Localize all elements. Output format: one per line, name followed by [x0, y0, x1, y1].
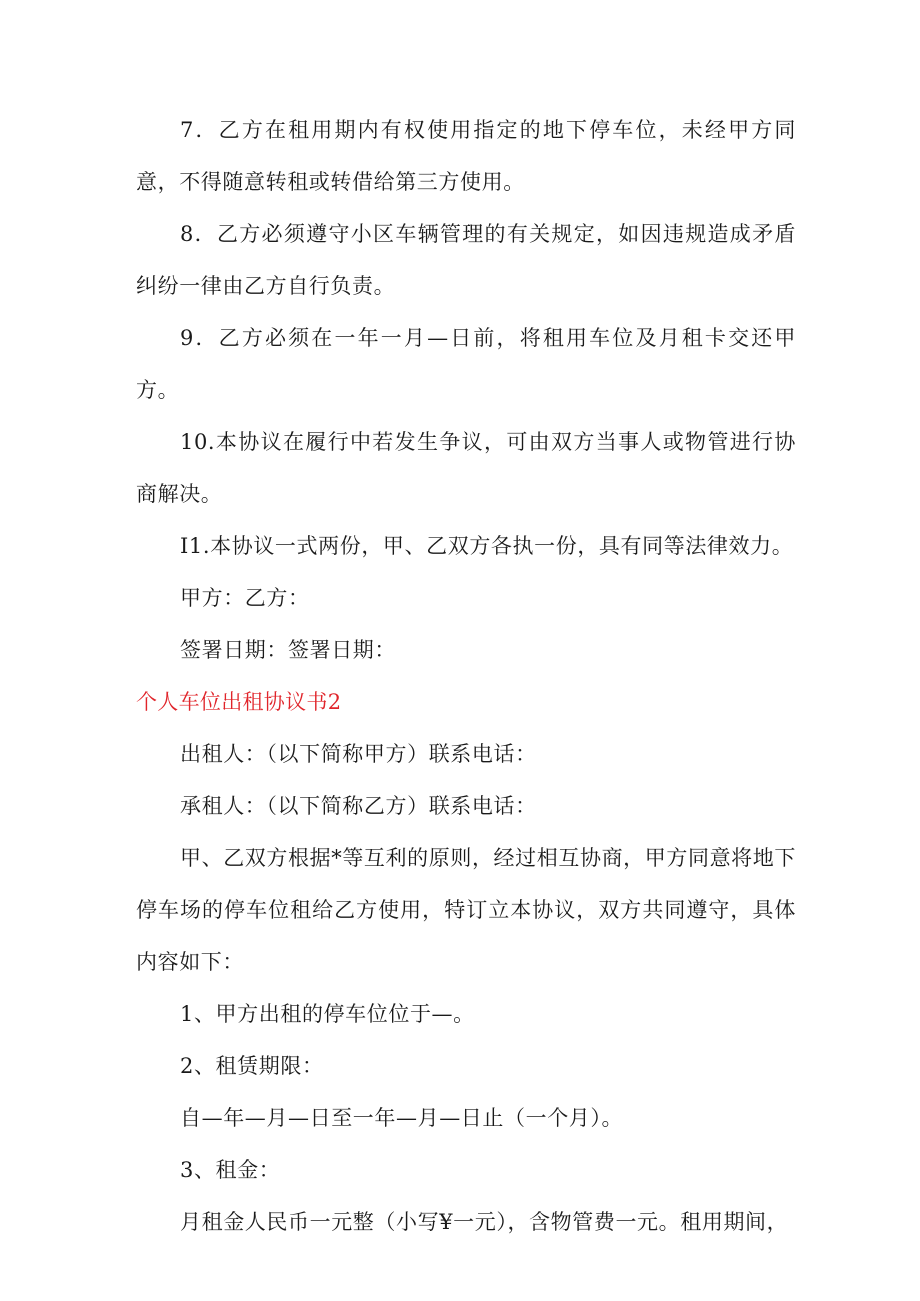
- term-3-detail: 月租金人民币一元整（小写¥一元），含物管费一元。租用期间，: [180, 1210, 789, 1234]
- term-1: 1、甲方出租的停车位位于—。: [180, 1002, 475, 1026]
- section-heading: 个人车位出租协议书2: [136, 690, 342, 714]
- clause-7: 7．乙方在租用期内有权使用指定的地下停车位，未经甲方同意，不得随意转租或转借给第三方使用。: [136, 118, 796, 194]
- clause-9: 9．乙方必须在一年一月—日前，将租用车位及月租卡交还甲方。: [136, 326, 796, 402]
- agreement-intro: 甲、乙双方根据*等互利的原则，经过相互协商，甲方同意将地下停车场的停车位租给乙方使用，特订立本协议，双方共同遵守，具体内容如下：: [136, 846, 796, 974]
- term-2-title: 2、租赁期限：: [180, 1054, 324, 1078]
- signature-dates: 签署日期：签署日期：: [180, 638, 396, 662]
- document-page: [136, 104, 796, 1248]
- clause-10: 10.本协议在履行中若发生争议，可由双方当事人或物管进行协商解决。: [136, 430, 796, 506]
- term-3-title: 3、租金：: [180, 1158, 281, 1182]
- lessor-line: 出租人：（以下简称甲方）联系电话：: [180, 742, 537, 766]
- lessee-line: 承租人：（以下简称乙方）联系电话：: [180, 794, 537, 818]
- term-2-detail: 自—年—月—日至一年—月—日止（一个月）。: [180, 1106, 624, 1130]
- clause-8: 8．乙方必须遵守小区车辆管理的有关规定，如因违规造成矛盾纠纷一律由乙方自行负责。: [136, 222, 796, 298]
- clause-11: I1.本协议一式两份，甲、乙双方各执一份，具有同等法律效力。: [180, 534, 794, 558]
- signature-parties: 甲方：乙方：: [180, 586, 310, 610]
